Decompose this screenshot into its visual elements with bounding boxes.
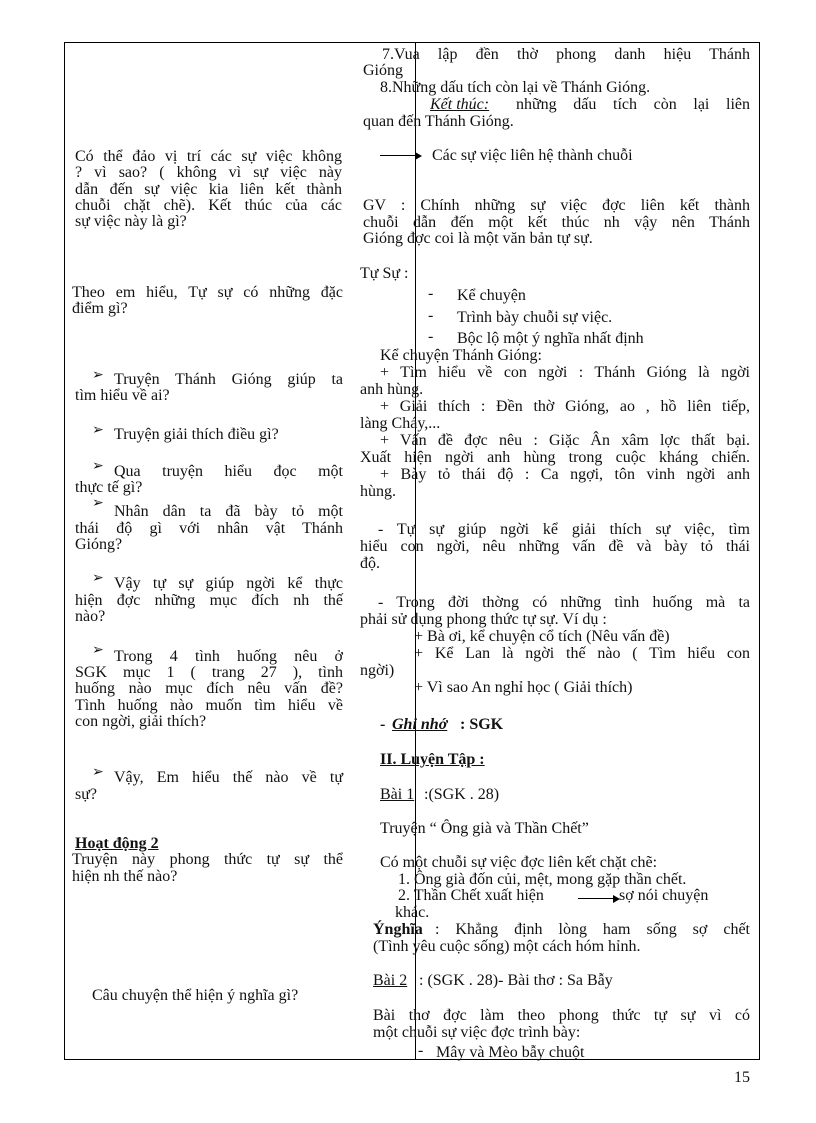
example-2-cont: ngời): [360, 662, 395, 679]
kc-line-7: + Bày tỏ thái độ : Ca ngợi, tôn vinh ngời anh: [380, 466, 750, 483]
bai1-text: :(SGK . 28): [424, 786, 500, 803]
ghinho-dash: -: [380, 716, 386, 733]
left-q1-line-1: Có thể đảo vị trí các sự việc không: [75, 148, 342, 165]
activity-2-heading: Hoạt động 2: [75, 835, 159, 852]
end-text: những dấu tích còn lại liên: [516, 96, 750, 113]
chain2-item-2: 2. Thần Chết xuất hiện: [398, 887, 544, 904]
meaning-label: Ýnghĩa: [373, 921, 423, 938]
chain-text: Các sự việc liên hệ thành chuỗi: [432, 147, 633, 164]
left-q5-line-1: Qua truyện hiểu đọc một: [114, 463, 343, 480]
left-q8-line-1: Trong 4 tình huống nêu ở: [114, 648, 343, 665]
tusu-title: Tự Sự :: [360, 265, 409, 282]
arrow-right-icon: [380, 155, 420, 156]
kc-line-4: làng Cháy,...: [360, 415, 441, 432]
arrow-right-icon: [578, 898, 618, 899]
dash-icon: -: [428, 307, 434, 324]
left-q1-line-4: chuỗi chặt chẽ). Kết thúc của các: [75, 197, 342, 214]
poem-item: Mây và Mèo bẫy chuột: [436, 1044, 585, 1061]
poem-line-2: một chuỗi sự việc đợc trình bày:: [373, 1024, 581, 1041]
ts-help-line-1: - Tự sự giúp ngời kể giải thích sự việc, tìm: [378, 521, 750, 538]
ghinho-label: Ghi nhớ: [392, 716, 448, 733]
dash-icon: -: [418, 1042, 424, 1059]
left-q8-line-3: huống nào mục đích nêu vấn đề?: [75, 680, 343, 697]
left-q10-line-1: Truyện này phong thức tự sự thể: [72, 851, 343, 868]
kc-line-2: anh hùng.: [360, 381, 424, 398]
right-l8: 8.Những dấu tích còn lại về Thánh Gióng.: [380, 79, 651, 96]
tusu-item-1: Kể chuyện: [457, 287, 526, 304]
left-q9-line-2: sự?: [75, 786, 97, 803]
left-q1-line-2: ? vì sao? ( không vì sự việc này: [75, 164, 342, 181]
left-q9-line-1: Vậy, Em hiểu thế nào về tự: [114, 769, 343, 786]
example-1: + Bà ơi, kể chuyện cổ tích (Nêu vấn đề): [414, 628, 670, 645]
left-q6-line-3: Gióng?: [75, 536, 123, 553]
chain2-item-2b: sợ nói chuyện: [619, 887, 709, 904]
tusu-item-3: Bộc lộ một ý nghĩa nhất định: [457, 330, 644, 347]
left-q2-line-1: Theo em hiểu, Tự sự có những đặc: [72, 284, 343, 301]
kc-line-6: Xuất hiện ngời anh hùng trong cuộc kháng chiến.: [360, 449, 750, 466]
bai2-label: Bài 2: [373, 972, 408, 989]
left-q5-line-2: thực tế gì?: [75, 479, 143, 496]
bullet-arrow-icon: ➢: [92, 368, 104, 383]
ghinho-text: : SGK: [460, 716, 504, 733]
practice-title: II. Luyện Tập :: [380, 751, 485, 768]
life-line-2: phải sử dụng phong thức tự sự. Ví dụ :: [360, 611, 607, 628]
left-q6-line-1: Nhân dân ta đã bày tỏ một: [114, 503, 343, 520]
right-l7-line-1: 7.Vua lập đền thờ phong danh hiệu Thánh: [382, 46, 750, 63]
life-line-1: - Trong đời thờng có những tình huống mà ta: [378, 594, 750, 611]
left-q11: Câu chuyện thể hiện ý nghĩa gì?: [92, 987, 299, 1004]
bai2-text: : (SGK . 28)- Bài thơ : Sa Bẫy: [419, 972, 613, 989]
left-q8-line-4: Tình huống nào muốn tìm hiểu về: [75, 697, 343, 714]
chain2-item-2c: khác.: [395, 904, 430, 921]
poem-line-1: Bài thơ đợc làm theo phong thức tự sự vì có: [373, 1007, 750, 1024]
gv-line-1: GV : Chính những sự việc đợc liên kết thành: [363, 197, 750, 214]
bai1-label: Bài 1: [380, 786, 415, 803]
bullet-arrow-icon: ➢: [92, 643, 104, 658]
example-3: + Vì sao An nghỉ học ( Giải thích): [414, 679, 633, 696]
chain2-item-1: 1. Ông già đốn củi, mệt, mong gặp thần chết.: [398, 871, 687, 888]
gv-line-3: Gióng đợc coi là một văn bản tự sự.: [363, 230, 593, 247]
left-q3-line-2: tìm hiểu về ai?: [75, 387, 170, 404]
page-number: 15: [734, 1069, 750, 1086]
meaning-text-2: (Tình yêu cuộc sống) một cách hóm hỉnh.: [373, 938, 641, 955]
gv-line-2: chuỗi dẫn đến một kết thúc nh vậy nên Thánh: [363, 214, 750, 231]
example-2: + Kể Lan là ngời thế nào ( Tìm hiểu con: [414, 645, 750, 662]
end-text-2: quan đến Thánh Gióng.: [363, 113, 514, 130]
tusu-item-2: Trình bày chuỗi sự việc.: [457, 309, 613, 326]
left-q4: Truyện giải thích điều gì?: [114, 426, 279, 443]
bullet-arrow-icon: ➢: [92, 459, 104, 474]
bullet-arrow-icon: ➢: [92, 423, 104, 438]
kc-line-5: + Vấn đề đợc nêu : Giặc Ân xâm lợc thất bại.: [380, 432, 750, 449]
left-q3-line-1: Truyện Thánh Gióng giúp ta: [114, 371, 343, 388]
bullet-arrow-icon: ➢: [92, 496, 104, 511]
left-q7-line-3: nào?: [75, 608, 106, 625]
dash-icon: -: [428, 328, 434, 345]
end-label: Kết thúc:: [430, 96, 490, 113]
left-q7-line-1: Vậy tự sự giúp ngời kể thực: [114, 575, 343, 592]
left-q10-line-2: hiện nh thế nào?: [72, 868, 178, 885]
right-l7-line-2: Gióng: [363, 62, 403, 79]
left-q8-line-5: con ngời, giải thích?: [75, 713, 207, 730]
bullet-arrow-icon: ➢: [92, 571, 104, 586]
ts-help-line-2: hiểu con ngời, nêu những vấn đề và bày tỏ thái: [360, 538, 750, 555]
dash-icon: -: [428, 285, 434, 302]
left-q7-line-2: hiện đợc những mục đích nh thế: [75, 592, 343, 609]
left-q1-line-3: dẫn đến sự việc kia liên kết thành: [75, 181, 342, 198]
ts-help-line-3: độ.: [360, 555, 380, 572]
bullet-arrow-icon: ➢: [92, 765, 104, 780]
left-q6-line-2: thái độ gì với nhân vật Thánh: [75, 520, 343, 537]
kc-line-3: + Giải thích : Đền thờ Gióng, ao , hồ liên tiếp,: [380, 398, 750, 415]
story-title: Truyện “ Ông già và Thần Chết”: [380, 820, 589, 837]
left-q2-line-2: điểm gì?: [72, 300, 128, 317]
meaning-text: : Khẳng định lòng ham sống sợ chết: [435, 921, 750, 938]
left-q1-line-5: sự việc này là gì?: [75, 213, 187, 230]
kc-title: Kể chuyện Thánh Gióng:: [380, 347, 542, 364]
left-q8-line-2: SGK mục 1 ( trang 27 ), tình: [75, 664, 343, 681]
chain2-text: Có một chuỗi sự việc đợc liên kết chặt chẽ:: [380, 854, 658, 871]
kc-line-8: hùng.: [360, 483, 396, 500]
kc-line-1: + Tìm hiểu về con ngời : Thánh Gióng là ngời: [380, 364, 750, 381]
